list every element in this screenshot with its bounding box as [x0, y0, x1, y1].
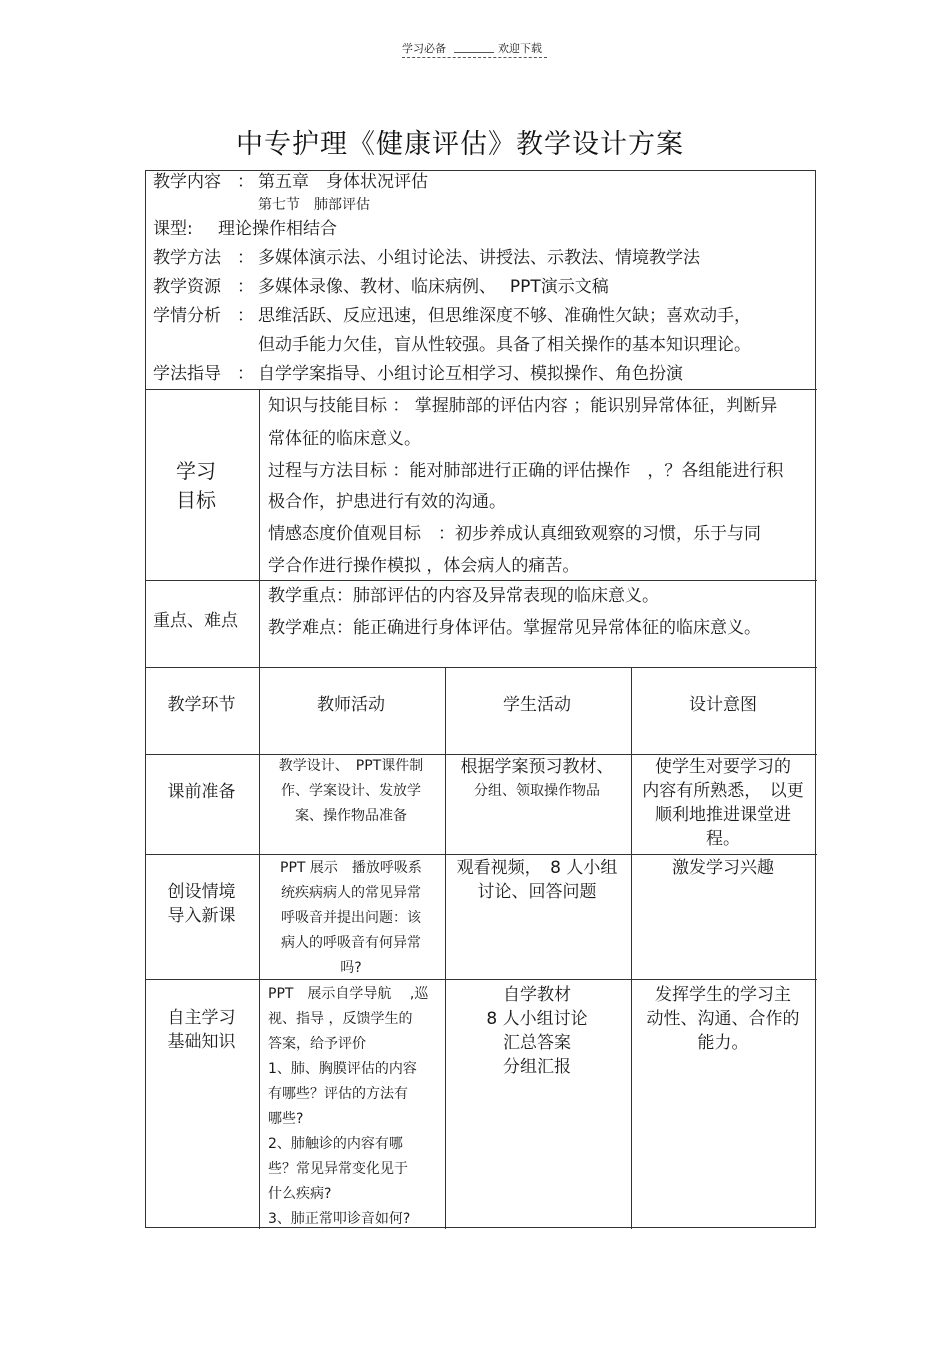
teacher-cell: PPT 展示 播放呼吸系 统疾病病人的常见异常 呼吸音并提出问题：该 病人的呼吸音有何异常 吗?	[280, 860, 422, 976]
table-header-intent: 设计意图	[689, 695, 757, 715]
stage-cell: 基础知识	[167, 1032, 236, 1052]
table-header-student: 学生活动	[503, 695, 571, 715]
content-label: 教学内容	[153, 172, 221, 192]
divider-info-objectives	[146, 389, 817, 390]
divider-third-column	[631, 667, 632, 1229]
objectives-line: 极合作，护患进行有效的沟通。	[268, 492, 506, 512]
stage-cell: 导入新课	[167, 906, 236, 926]
type-value: 理论操作相结合	[218, 219, 337, 239]
resource-label: 教学资源	[153, 277, 221, 297]
guide-colon: ：	[237, 364, 254, 384]
header-dashed-underline	[402, 57, 547, 58]
intent-cell: 激发学习兴趣	[672, 858, 774, 878]
document-title: 中专护理《健康评估》教学设计方案	[236, 129, 684, 160]
analysis-value-line2: 但动手能力欠佳，盲从性较强。具备了相关操作的基本知识理论。	[258, 335, 751, 355]
table-row	[145, 1006, 258, 1054]
analysis-label: 学情分析	[153, 306, 221, 326]
analysis-colon: ：	[237, 306, 254, 326]
objectives-line: 常体征的临床意义。	[268, 429, 421, 449]
teacher-cell: 教学设计、 PPT课件制 作、学案设计、发放学 案、操作物品准备	[278, 758, 424, 824]
keypoint-focus: 教学重点：肺部评估的内容及异常表现的临床意义。	[268, 586, 659, 606]
stage-cell: 创设情境	[167, 882, 236, 902]
resource-colon: ：	[237, 277, 254, 297]
keypoint-difficulty: 教学难点：能正确进行身体评估。掌握常见异常体征的临床意义。	[268, 618, 761, 638]
header-right-text: 欢迎下载	[498, 42, 542, 55]
objectives-line: 情感态度价值观目标 ：初步养成认真细致观察的习惯，乐于与同	[268, 524, 761, 544]
objectives-line: 知识与技能目标 ： 掌握肺部的评估内容 ；能识别异常体征，判断异	[268, 396, 778, 416]
method-colon: ：	[237, 248, 254, 268]
table-row	[145, 880, 258, 928]
teacher-cell: PPT 展示自学导航 ,巡 视、指导 ，反馈学生的 答案，给予评价 1、肺、胸膜评估的内容 有哪些？评估的方法有 哪些? 2、肺触诊的内容有哪 些？常见异常变化见于 什么疾病? 3、肺正常叩诊音如何?	[268, 986, 429, 1227]
page-header	[402, 40, 552, 58]
content-value: 第五章 身体状况评估	[258, 172, 428, 192]
student-cell: 根据学案预习教材、 分组、领取操作物品	[460, 757, 614, 799]
intent-cell: 使学生对要学习的 内容有所熟悉， 以更 顺利地推进课堂进 程。	[642, 757, 804, 849]
table-header-teacher: 教师活动	[317, 695, 385, 715]
analysis-value-line1: 思维活跃、反应迅速，但思维深度不够、准确性欠缺；喜欢动手，	[258, 306, 751, 326]
intent-cell: 发挥学生的学习主 动性、沟通、合作的 能力。	[646, 985, 800, 1053]
stage-cell: 课前准备	[167, 782, 236, 802]
divider-keypoints-header	[146, 667, 817, 668]
divider-second-column	[445, 667, 446, 1229]
divider-objectives-keypoints	[146, 580, 817, 581]
objectives-line: 过程与方法目标 ：能对肺部进行正确的评估操作 ，？各组能进行积	[268, 461, 784, 481]
keypoints-label: 重点、难点	[153, 611, 238, 631]
objectives-label-line2: 目标	[176, 488, 216, 512]
table-header-stage: 教学环节	[167, 695, 236, 715]
student-cell: 自学教材 8 人小组讨论 汇总答案 分组汇报	[486, 985, 588, 1077]
stage-cell: 自主学习	[167, 1008, 236, 1028]
method-value: 多媒体演示法、小组讨论法、讲授法、示教法、情境教学法	[258, 248, 700, 268]
method-label: 教学方法	[153, 248, 221, 268]
guide-label: 学法指导	[153, 364, 221, 384]
resource-value: 多媒体录像、教材、临床病例、 PPT演示文稿	[258, 277, 609, 297]
objectives-label-line1: 学习	[176, 459, 216, 483]
guide-value: 自学学案指导、小组讨论互相学习、模拟操作、角色扮演	[258, 364, 683, 384]
student-cell: 观看视频， 8 人小组 讨论、回答问题	[456, 858, 618, 902]
header-blank-line	[454, 52, 494, 53]
content-colon: ：	[237, 172, 254, 192]
header-left-text: 学习必备	[402, 42, 446, 55]
content-subsection: 第七节 肺部评估	[258, 197, 370, 213]
table-row	[145, 780, 258, 804]
type-label: 课型:	[153, 219, 193, 239]
objectives-line: 学合作进行操作模拟 ，体会病人的痛苦。	[268, 556, 580, 576]
divider-row1-row2	[146, 854, 817, 855]
divider-row2-row3	[146, 979, 817, 980]
